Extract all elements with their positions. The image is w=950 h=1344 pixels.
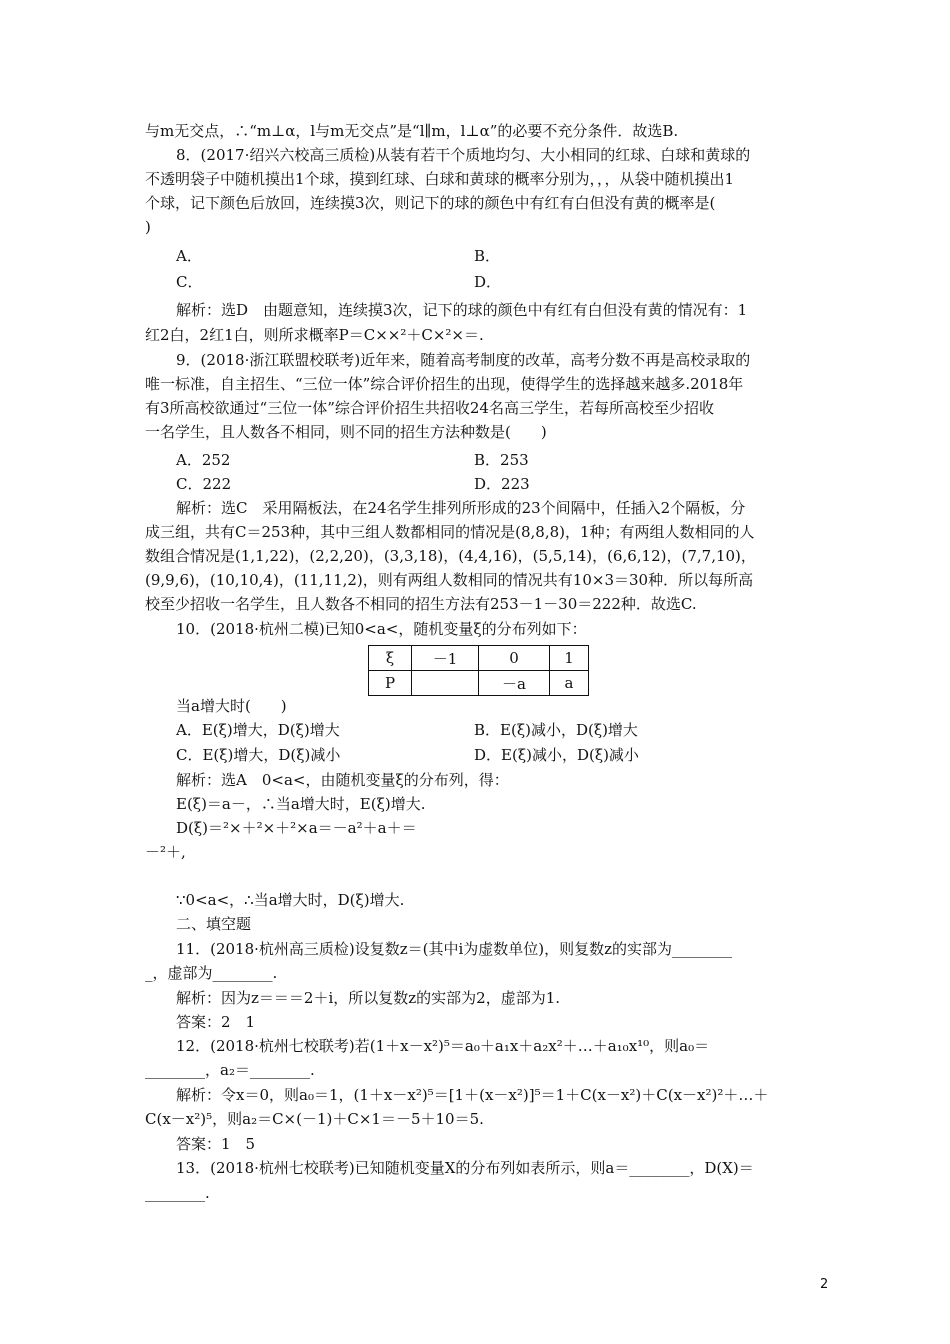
- text-line: 10．(2018·杭州二模)已知0<a<，随机变量ξ的分布列如下：: [176, 620, 587, 638]
- option-a: A．252: [176, 451, 231, 469]
- option-a: A．: [176, 247, 202, 265]
- text-line: 有3所高校欲通过“三位一体”综合评价招生共招收24名高三学生，若每所高校至少招收: [145, 399, 714, 417]
- text-line: E(ξ)＝a－，∴当a增大时，E(ξ)增大.: [176, 795, 426, 813]
- table-cell: －a: [479, 671, 550, 696]
- text-line: 当a增大时( ): [176, 697, 287, 715]
- answer-line: 答案：1 5: [176, 1135, 256, 1153]
- table-cell: －1: [412, 646, 479, 671]
- text-line: 成三组，共有C＝253种，其中三组人数都相同的情况是(8,8,8)，1种；有两组人数相同的人: [145, 523, 755, 541]
- text-line: 解析：因为z＝＝＝2＋i，所以复数z的实部为2，虚部为1.: [176, 989, 561, 1007]
- option-b: B．253: [474, 451, 529, 469]
- text-line: (9,9,6)，(10,10,4)，(11,11,2)，则有两组人数相同的情况共有10×3＝30种．所以每所高: [145, 571, 754, 589]
- text-line: _，虚部为________.: [145, 964, 278, 982]
- text-line: ________，a₂＝________.: [145, 1061, 315, 1079]
- table-cell: a: [550, 671, 589, 696]
- option-c: C．222: [176, 475, 232, 493]
- text-line: ): [145, 218, 151, 236]
- option-b: B．: [474, 247, 501, 265]
- text-line: ________.: [145, 1184, 210, 1202]
- page-number: 2: [820, 1277, 829, 1292]
- text-line: 数组合情况是(1,1,22)，(2,2,20)，(3,3,18)，(4,4,16)，(5,5,14)，(6,6,12)，(7,7,10)，: [145, 547, 756, 565]
- option-b: B．E(ξ)减小，D(ξ)增大: [474, 721, 638, 739]
- text-line: 解析：选A 0<a<，由随机变量ξ的分布列，得：: [176, 771, 509, 789]
- text-line: 不透明袋子中随机摸出1个球，摸到红球、白球和黄球的概率分别为，，，从袋中随机摸出1: [145, 170, 735, 188]
- text-line: 红2白，2红1白，则所求概率P＝C××²＋C×²×＝.: [145, 326, 484, 344]
- text-line: 解析：选C 采用隔板法，在24名学生排列所形成的23个间隔中，任插入2个隔板，分: [176, 499, 746, 517]
- text-line: 11．(2018·杭州高三质检)设复数z＝(其中i为虚数单位)，则复数z的实部为________: [176, 940, 733, 958]
- text-line: 12．(2018·杭州七校联考)若(1＋x－x²)⁵＝a₀＋a₁x＋a₂x²＋…＋a₁₀x¹⁰，则a₀＝: [176, 1037, 710, 1055]
- section-heading: 二、填空题: [176, 915, 252, 933]
- text-line: 解析：选D 由题意知，连续摸3次，记下的球的颜色中有红有白但没有黄的情况有：1: [176, 301, 748, 319]
- option-c: C．E(ξ)增大，D(ξ)减小: [176, 746, 341, 764]
- text-line: 解析：令x＝0，则a₀＝1，(1＋x－x²)⁵＝[1＋(x－x²)]⁵＝1＋C(x－x²)＋C(x－x²)²＋…＋: [176, 1086, 769, 1104]
- text-line: D(ξ)＝²×＋²×＋²×a＝－a²＋a＋＝: [176, 819, 417, 837]
- option-d: D．E(ξ)减小，D(ξ)减小: [474, 746, 639, 764]
- table-cell: P: [369, 671, 412, 696]
- text-line: 校至少招收一名学生，且人数各不相同的招生方法有253－1－30＝222种．故选C.: [145, 595, 697, 613]
- answer-line: 答案：2 1: [176, 1013, 256, 1031]
- text-line: 9．(2018·浙江联盟校联考)近年来，随着高考制度的改革，高考分数不再是高校录取的: [176, 351, 751, 369]
- table-cell: ξ: [369, 646, 412, 671]
- table-cell: 1: [550, 646, 589, 671]
- option-c: C．: [176, 273, 203, 291]
- table-row: [369, 646, 589, 671]
- table-cell: 0: [479, 646, 550, 671]
- text-line: 个球，记下颜色后放回，连续摸3次，则记下的球的颜色中有红有白但没有黄的概率是(: [145, 194, 716, 212]
- text-line: 13．(2018·杭州七校联考)已知随机变量X的分布列如表所示，则a＝________，D(X)＝: [176, 1159, 754, 1177]
- option-a: A．E(ξ)增大，D(ξ)增大: [176, 721, 340, 739]
- text-line: 一名学生，且人数各不相同，则不同的招生方法种数是( ): [145, 423, 547, 441]
- option-d: D．: [474, 273, 502, 291]
- table-row: [369, 671, 589, 696]
- table-cell: [412, 671, 479, 696]
- text-line: ∵0<a<，∴当a增大时，D(ξ)增大.: [176, 891, 405, 909]
- text-line: －²＋,: [145, 843, 186, 861]
- text-line: 唯一标准，自主招生、“三位一体”综合评价招生的出现，使得学生的选择越来越多.2018年: [145, 375, 744, 393]
- distribution-table: [368, 645, 589, 696]
- option-d: D．223: [474, 475, 530, 493]
- text-line: 8．(2017·绍兴六校高三质检)从装有若干个质地均匀、大小相同的红球、白球和黄球的: [176, 146, 751, 164]
- text-line: 与m无交点，∴“m⊥α，l与m无交点”是“l∥m，l⊥α”的必要不充分条件．故选B.: [145, 122, 679, 140]
- text-line: C(x－x²)⁵，则a₂＝C×(－1)＋C×1＝－5＋10＝5.: [145, 1110, 484, 1128]
